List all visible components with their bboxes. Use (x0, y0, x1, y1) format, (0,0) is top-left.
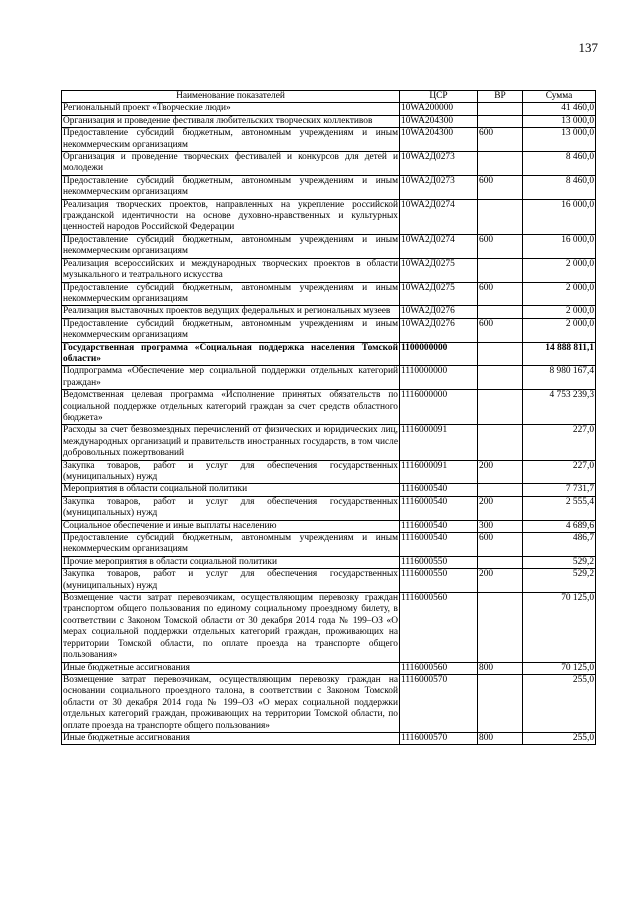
row-vr-cell: 600 (478, 318, 523, 342)
row-vr-cell: 600 (478, 175, 523, 199)
row-sum-cell: 4 689,6 (523, 520, 596, 532)
table-row (62, 175, 596, 199)
row-sum-cell: 255,0 (523, 732, 596, 744)
row-vr-cell (478, 484, 523, 496)
table-row (62, 390, 596, 425)
row-sum-cell: 14 888 811,1 (523, 342, 596, 366)
row-csr-cell: 1116000540 (400, 533, 478, 557)
row-sum-cell: 13 000,0 (523, 115, 596, 127)
row-name-cell: Подпрограмма «Обеспечение мер социальной поддержки отдельных категорий граждан» (63, 366, 398, 388)
row-vr-cell (478, 103, 523, 115)
row-csr-cell: 1110000000 (400, 366, 478, 390)
row-sum-cell: 4 753 239,3 (523, 390, 596, 425)
row-csr-cell: 1116000560 (400, 662, 478, 674)
row-vr-cell: 800 (478, 662, 523, 674)
row-sum-cell: 227,0 (523, 460, 596, 484)
row-name-cell: Предоставление субсидий бюджетным, автономным учреждениям и иным некоммерческим организациям (63, 318, 398, 341)
table-row (62, 593, 596, 662)
row-csr-cell: 1116000560 (400, 593, 478, 662)
row-sum-cell: 2 000,0 (523, 306, 596, 318)
header-name: Наименование показателей (62, 91, 400, 103)
table-row (62, 152, 596, 176)
row-name-cell: Предоставление субсидий бюджетным, автономным учреждениям и иным некоммерческим организациям (63, 128, 398, 150)
table-row (62, 460, 596, 484)
row-csr-cell: 10WA2Д0276 (400, 318, 478, 342)
row-csr-cell: 1116000000 (400, 390, 478, 425)
row-name-cell: Иные бюджетные ассигнования (62, 732, 400, 744)
table-row (62, 318, 596, 342)
row-sum-cell: 2 000,0 (523, 258, 596, 282)
table-row (62, 520, 596, 532)
row-vr-cell (478, 366, 523, 390)
row-sum-cell: 486,7 (523, 533, 596, 557)
table-row (62, 199, 596, 234)
table-row (62, 496, 596, 520)
row-vr-cell (478, 152, 523, 176)
row-vr-cell: 200 (478, 496, 523, 520)
row-vr-cell: 600 (478, 128, 523, 152)
row-name-cell: Предоставление субсидий бюджетным, автономным учреждениям и иным некоммерческим организациям (63, 234, 398, 257)
row-csr-cell: 10WA2Д0275 (400, 282, 478, 306)
row-csr-cell: 10WA204300 (400, 128, 478, 152)
header-csr: ЦСР (400, 91, 478, 103)
table-row (62, 115, 596, 127)
row-csr-cell: 1116000540 (400, 520, 478, 532)
row-name-cell: Реализация всероссийских и международных творческих проектов в области музыкального и театрального искусства (63, 258, 398, 281)
row-sum-cell: 255,0 (523, 674, 596, 732)
row-csr-cell: 10WA2Д0276 (400, 306, 478, 318)
row-vr-cell (478, 306, 523, 318)
row-csr-cell: 10WA200000 (400, 103, 478, 115)
row-csr-cell: 10WA2Д0273 (400, 175, 478, 199)
row-vr-cell (478, 593, 523, 662)
row-name-cell: Реализация выставочных проектов ведущих федеральных и региональных музеев (62, 306, 400, 318)
row-csr-cell: 1116000570 (400, 674, 478, 732)
row-name-cell: Мероприятия в области социальной политики (62, 484, 400, 496)
row-sum-cell: 13 000,0 (523, 128, 596, 152)
row-name-cell: Государственная программа «Социальная поддержка населения Томской области» (63, 342, 398, 364)
row-vr-cell: 800 (478, 732, 523, 744)
row-csr-cell: 1116000550 (400, 556, 478, 568)
row-vr-cell (478, 556, 523, 568)
table-row (62, 342, 596, 366)
row-name-cell: Реализация творческих проектов, направленных на укрепление российской гражданской идентичности на основе духовно-нравственных и культурных ценностей народов Российской Федерации (63, 199, 398, 233)
table-body (62, 103, 596, 745)
table-row (62, 366, 596, 390)
table-row (62, 282, 596, 306)
row-csr-cell: 1116000091 (400, 460, 478, 484)
row-name-cell: Возмещение части затрат перевозчикам, осуществляющим перевозку граждан транспортом общего пользования по единому социальному проездному билету, в соответствии с Законом Томской области от 30 декабря 2014 года № 199–ОЗ «О мерах социальной поддержки отдельных категорий граждан, проживающих на территории Томской области, по оплате проезда на транспорте общего пользования» (63, 593, 398, 661)
row-vr-cell (478, 342, 523, 366)
row-vr-cell (478, 258, 523, 282)
table-row (62, 306, 596, 318)
table-row (62, 425, 596, 460)
row-name-cell: Предоставление субсидий бюджетным, автономным учреждениям и иным некоммерческим организациям (63, 175, 398, 198)
page-number: 137 (578, 40, 598, 55)
row-vr-cell (478, 115, 523, 127)
row-name-cell: Ведомственная целевая программа «Исполнение принятых обязательств по социальной поддержке отдельных категорий граждан за счет средств областного бюджета» (63, 390, 398, 423)
row-vr-cell (478, 199, 523, 234)
table-header-row (62, 91, 596, 103)
row-csr-cell: 10WA2Д0275 (400, 258, 478, 282)
table-row (62, 533, 596, 557)
table-row (62, 128, 596, 152)
table-row (62, 234, 596, 258)
row-sum-cell: 8 980 167,4 (523, 366, 596, 390)
table-row (62, 662, 596, 674)
row-name-cell: Социальное обеспечение и иные выплаты населению (62, 520, 400, 532)
row-name-cell: Предоставление субсидий бюджетным, автономным учреждениям и иным некоммерческим организациям (63, 282, 398, 304)
row-csr-cell: 1116000550 (400, 569, 478, 593)
row-name-cell: Закупка товаров, работ и услуг для обеспечения государственных (муниципальных) нужд (63, 569, 398, 591)
table-row (62, 103, 596, 115)
row-name-cell: Региональный проект «Творческие люди» (62, 103, 400, 115)
row-csr-cell: 10WA2Д0273 (400, 152, 478, 176)
row-name-cell: Закупка товаров, работ и услуг для обеспечения государственных (муниципальных) нужд (63, 460, 398, 482)
row-vr-cell: 200 (478, 460, 523, 484)
row-csr-cell: 1116000091 (400, 425, 478, 460)
row-vr-cell: 200 (478, 569, 523, 593)
row-sum-cell: 16 000,0 (523, 199, 596, 234)
row-name-cell: Организация и проведение фестиваля любительских творческих коллективов (62, 115, 400, 127)
row-name-cell: Расходы за счет безвозмездных перечислений от физических и юридических лиц, международных организаций и правительств иностранных государств, в том числе добровольных пожертвований (63, 425, 398, 459)
row-csr-cell: 1100000000 (400, 342, 478, 366)
row-name-cell: Организация и проведение творческих фестивалей и конкурсов для детей и молодежи (63, 152, 398, 174)
row-sum-cell: 2 000,0 (523, 282, 596, 306)
row-sum-cell: 2 555,4 (523, 496, 596, 520)
row-name-cell: Предоставление субсидий бюджетным, автономным учреждениям и иным некоммерческим организациям (63, 533, 398, 555)
row-vr-cell: 300 (478, 520, 523, 532)
row-sum-cell: 70 125,0 (523, 662, 596, 674)
row-vr-cell: 600 (478, 533, 523, 557)
row-csr-cell: 1116000540 (400, 496, 478, 520)
table-row (62, 484, 596, 496)
row-sum-cell: 7 731,7 (523, 484, 596, 496)
header-vr: ВР (478, 91, 523, 103)
row-sum-cell: 70 125,0 (523, 593, 596, 662)
row-sum-cell: 8 460,0 (523, 152, 596, 176)
table-row (62, 258, 596, 282)
row-vr-cell: 600 (478, 234, 523, 258)
row-name-cell: Иные бюджетные ассигнования (62, 662, 400, 674)
row-name-cell: Прочие мероприятия в области социальной политики (62, 556, 400, 568)
row-csr-cell: 1116000540 (400, 484, 478, 496)
row-vr-cell (478, 390, 523, 425)
budget-table (61, 90, 596, 745)
row-sum-cell: 227,0 (523, 425, 596, 460)
row-csr-cell: 10WA204300 (400, 115, 478, 127)
row-sum-cell: 529,2 (523, 569, 596, 593)
row-name-cell: Возмещение затрат перевозчикам, осуществляющим перевозку граждан на основании социального проездного талона, в соответствии с Законом Томской области от 30 декабря 2014 года № 199–ОЗ «О мерах социальной поддержки отдельных категорий граждан, проживающих на территории Томской области, по оплате проезда на транспорте общего пользования» (63, 674, 398, 731)
table-row (62, 569, 596, 593)
header-sum: Сумма (523, 91, 596, 103)
table-row (62, 556, 596, 568)
row-csr-cell: 10WA2Д0274 (400, 234, 478, 258)
row-csr-cell: 1116000570 (400, 732, 478, 744)
row-csr-cell: 10WA2Д0274 (400, 199, 478, 234)
table-row (62, 732, 596, 744)
row-vr-cell (478, 425, 523, 460)
row-vr-cell (478, 674, 523, 732)
row-sum-cell: 41 460,0 (523, 103, 596, 115)
row-sum-cell: 16 000,0 (523, 234, 596, 258)
row-vr-cell: 600 (478, 282, 523, 306)
row-name-cell: Закупка товаров, работ и услуг для обеспечения государственных (муниципальных) нужд (63, 496, 398, 519)
row-sum-cell: 8 460,0 (523, 175, 596, 199)
row-sum-cell: 2 000,0 (523, 318, 596, 342)
table-row (62, 674, 596, 732)
row-sum-cell: 529,2 (523, 556, 596, 568)
